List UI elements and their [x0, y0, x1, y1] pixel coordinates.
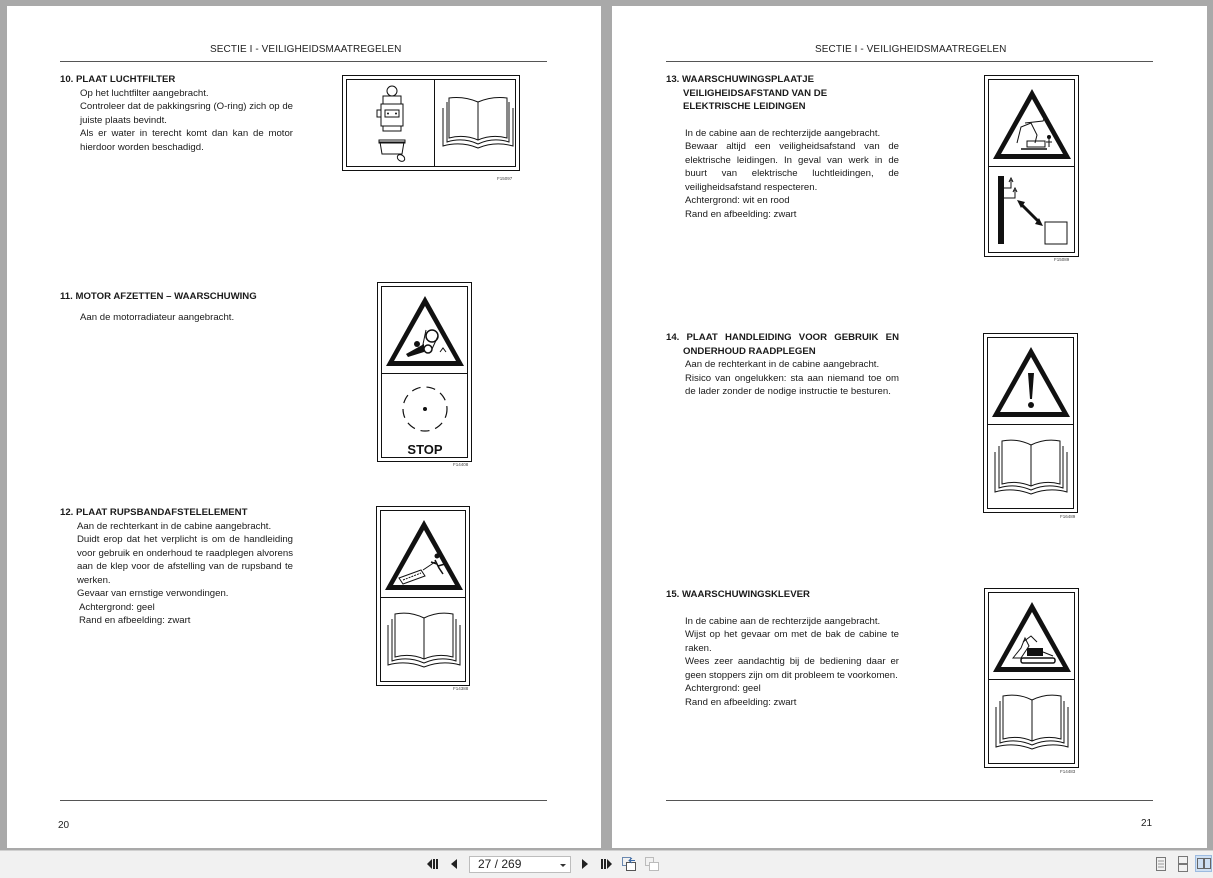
go-back-icon — [621, 856, 637, 872]
page-header: SECTIE I - VEILIGHEIDSMAATREGELEN — [210, 44, 402, 55]
page-number: 21 — [1141, 818, 1153, 829]
header-rule — [666, 61, 1153, 62]
single-page-icon — [1153, 856, 1169, 872]
fan-belt-hazard-icon — [384, 294, 466, 368]
section-title: 14. PLAAT HANDLEIDING VOOR GEBRUIK EN — [666, 332, 899, 343]
section-13 — [666, 73, 899, 221]
svg-text:STOP: STOP — [407, 442, 443, 457]
section-line: Aan de rechterkant in de cabine aangebracht. — [77, 520, 272, 532]
header-rule — [60, 61, 547, 62]
figure-code: F16489 — [1060, 514, 1076, 519]
section-line: Op het luchtfilter aangebracht. — [80, 87, 209, 99]
section-line: Rand en afbeelding: zwart — [685, 208, 797, 220]
section-title: 15. WAARSCHUWINGSKLEVER — [666, 589, 810, 600]
previous-page-button[interactable] — [447, 856, 463, 872]
section-line: Achtergrond: wit en rood — [685, 195, 790, 206]
go-forward-button[interactable] — [644, 856, 660, 872]
figure-code: F15097 — [497, 176, 513, 181]
go-forward-icon — [644, 856, 660, 872]
previous-page-icon — [447, 856, 463, 872]
bucket-cabin-warning-figure — [984, 588, 1079, 768]
section-title: 12. PLAAT RUPSBANDAFSTELELEMENT — [60, 507, 248, 518]
power-line-warning-figure — [984, 75, 1079, 257]
safe-distance-icon — [995, 172, 1071, 250]
dropdown-caret-icon[interactable] — [560, 864, 566, 867]
manual-warning-label-figure — [983, 333, 1078, 513]
section-10 — [60, 73, 293, 154]
section-title: VEILIGHEIDSAFSTAND VAN DE — [683, 87, 828, 99]
page-number-input[interactable] — [469, 856, 571, 873]
section-line: In de cabine aan de rechterzijde aangebracht. — [685, 615, 881, 627]
section-line: Bewaar altijd een veiligheidsafstand van de elektrische leidingen. In geval van werk in de buurt van elektrische luchtleidingen, de veiligheidsafstand respecteren. — [685, 141, 899, 193]
first-page-button[interactable] — [426, 856, 442, 872]
figure-code: F14388 — [453, 686, 469, 691]
exclamation-warning-icon — [990, 345, 1072, 419]
section-line: Rand en afbeelding: zwart — [79, 615, 191, 626]
section-line: Als er water in terecht komt dan kan de motor hierdoor worden beschadigd. — [80, 128, 293, 153]
section-14 — [666, 331, 899, 399]
next-page-icon — [577, 856, 593, 872]
power-line-hazard-icon — [991, 87, 1073, 161]
manual-book-icon — [384, 611, 464, 671]
section-line: Achtergrond: geel — [685, 683, 761, 694]
last-page-button[interactable] — [598, 856, 614, 872]
section-line: Aan de rechterkant in de cabine aangebracht. — [685, 359, 880, 370]
section-title: 10. PLAAT LUCHTFILTER — [60, 74, 176, 85]
figure-code: F14408 — [453, 462, 469, 467]
section-title: 13. WAARSCHUWINGSPLAATJE — [666, 74, 815, 85]
footer-rule — [60, 800, 547, 801]
two-page-view-button[interactable] — [1195, 855, 1212, 872]
page-header: SECTIE I - VEILIGHEIDSMAATREGELEN — [815, 44, 1007, 55]
continuous-page-icon — [1175, 856, 1191, 872]
go-back-button[interactable] — [621, 856, 637, 872]
footer-rule — [666, 800, 1153, 801]
air-filter-label-figure — [342, 75, 520, 171]
section-title: ONDERHOUD RAADPLEGEN — [683, 345, 816, 357]
section-line: Rand en afbeelding: zwart — [685, 696, 797, 708]
section-title: ELEKTRISCHE LEIDINGEN — [683, 101, 806, 112]
page-number: 20 — [58, 820, 70, 831]
section-line: Wees zeer aandachtig bij de bediening daar er geen stoppers zijn om dit probleem te voorkomen. — [685, 656, 899, 681]
figure-code: F15089 — [1054, 257, 1070, 262]
document-page-left — [7, 6, 601, 848]
next-page-button[interactable] — [577, 856, 593, 872]
spring-eject-hazard-icon — [383, 518, 465, 592]
section-line: Wijst op het gevaar om met de bak de cabine te raken. — [685, 629, 899, 654]
last-page-icon — [598, 856, 614, 872]
section-12 — [60, 506, 293, 628]
bucket-cabin-hazard-icon — [991, 600, 1073, 674]
section-line: Duidt erop dat het verplicht is om de handleiding voor gebruik en onderhoud te raadplegen alvorens aan de klep voor de afstelling van de rupsband te werken. — [77, 534, 293, 586]
section-line: In de cabine aan de rechterzijde aangebracht. — [685, 127, 881, 139]
two-page-icon — [1196, 856, 1212, 872]
section-line: Gevaar van ernstige verwondingen. — [77, 588, 229, 599]
track-adjuster-label-figure — [376, 506, 470, 686]
page-indicator: 27 / 269 — [478, 857, 522, 871]
manual-book-icon — [992, 693, 1072, 753]
continuous-view-button[interactable] — [1175, 856, 1191, 872]
section-line: Controleer dat de pakkingsring (O-ring) zich op de juiste plaats bevindt. — [80, 101, 293, 126]
section-title: 11. MOTOR AFZETTEN – WAARSCHUWING — [60, 291, 257, 302]
document-page-right — [612, 6, 1207, 848]
first-page-icon — [426, 856, 442, 872]
section-line: Achtergrond: geel — [79, 601, 155, 613]
single-page-view-button[interactable] — [1153, 856, 1169, 872]
section-11 — [60, 290, 320, 324]
figure-code: F14483 — [1060, 769, 1076, 774]
air-filter-icon — [367, 84, 417, 166]
viewer-toolbar — [0, 850, 1213, 878]
engine-stop-warning-figure — [377, 282, 472, 462]
section-15 — [666, 588, 899, 709]
rotating-stop-icon — [392, 380, 458, 458]
manual-book-icon — [991, 438, 1071, 498]
section-line: Risico van ongelukken: sta aan niemand toe om de lader zonder de nodige instructie te besturen. — [685, 372, 899, 397]
section-line: Aan de motorradiateur aangebracht. — [80, 311, 235, 323]
manual-book-icon — [439, 96, 517, 152]
